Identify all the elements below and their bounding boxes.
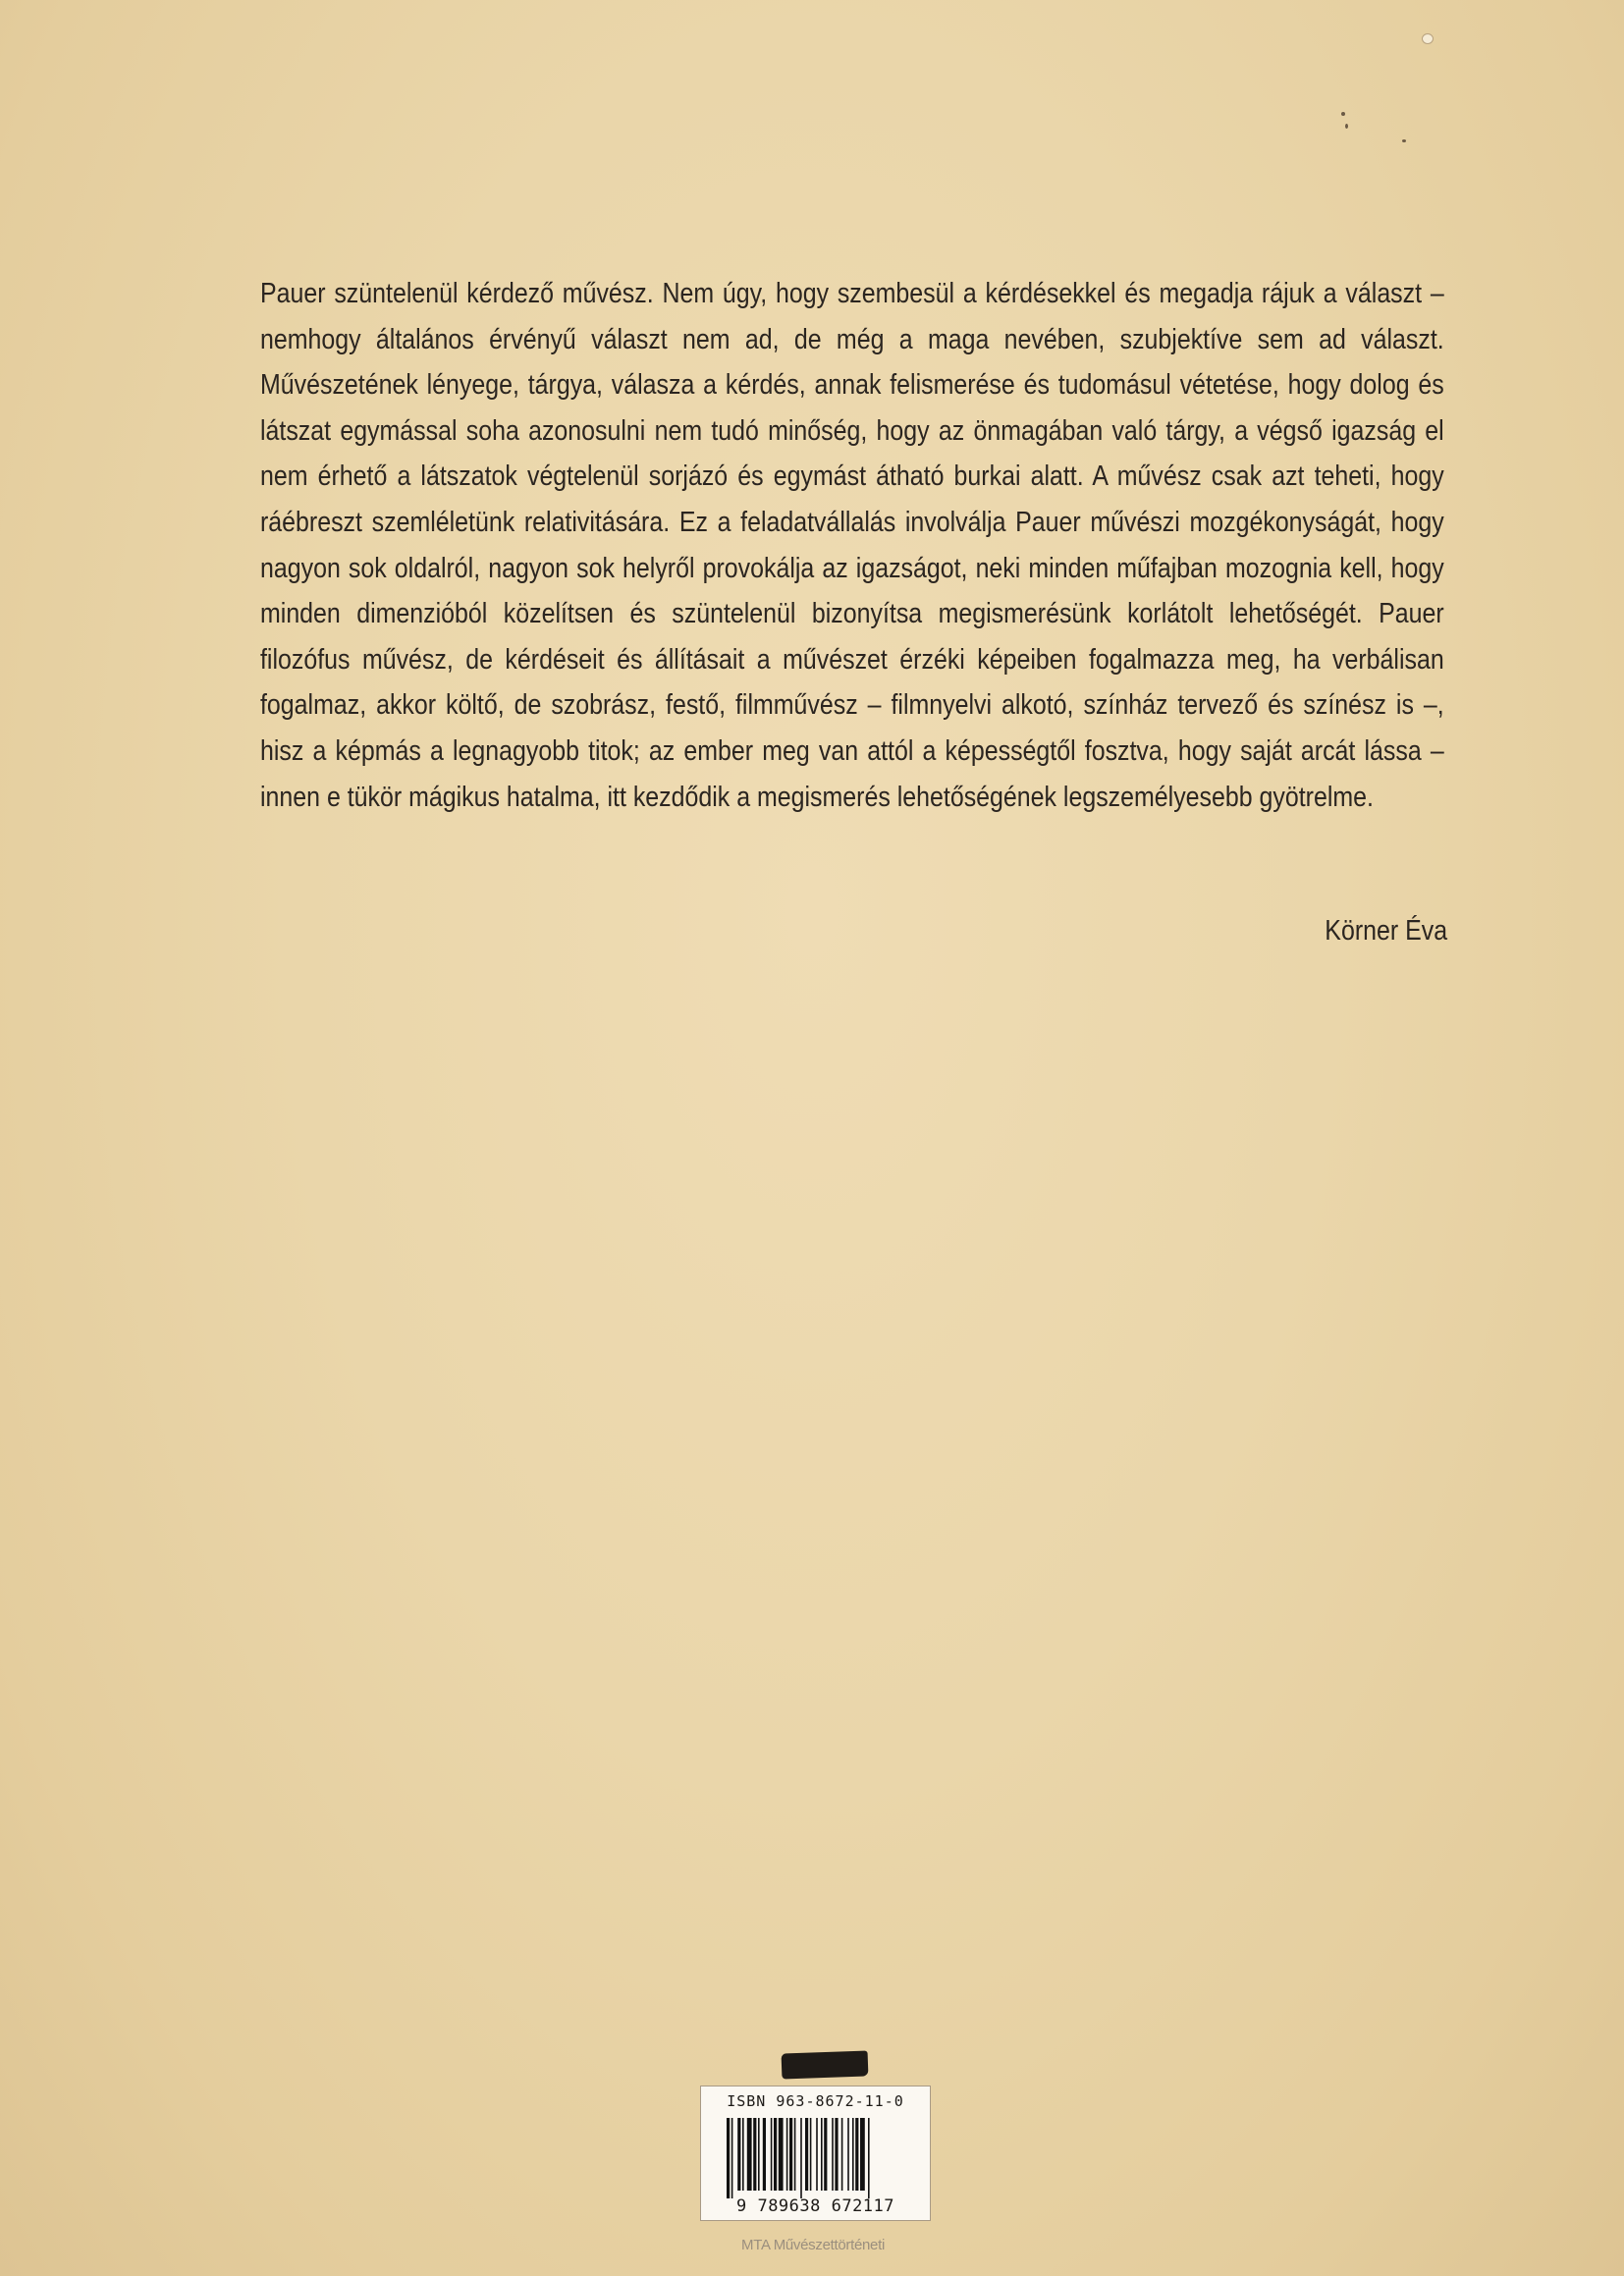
barcode-bar xyxy=(737,2118,740,2191)
barcode-bar xyxy=(855,2118,858,2191)
barcode-bar xyxy=(731,2118,733,2198)
barcode-bar xyxy=(841,2118,843,2191)
barcode-bar xyxy=(727,2118,730,2198)
barcode-bar xyxy=(800,2118,802,2198)
blurb-text xyxy=(260,271,1444,820)
barcode-bar xyxy=(763,2118,766,2191)
barcode-bar xyxy=(860,2118,865,2191)
barcode-bar xyxy=(786,2118,788,2191)
isbn-label: ISBN 963-8672-11-0 xyxy=(727,2092,904,2110)
barcode-bar xyxy=(805,2118,808,2191)
barcode-digits: 9 789638 672117 xyxy=(735,2196,895,2216)
paper-speck xyxy=(1422,33,1434,44)
paper-speck xyxy=(1345,124,1348,129)
blurb-paragraph: Pauer szüntelenül kérdező művész. Nem úgy, hogy szembesül a kérdésekkel és megadja rájuk a választ – nemhogy általános érvényű választ nem ad, de még a maga nevében, szubjektíve sem ad választ. Művészetének lényege, tárgya, válasza a kérdés, annak felismerése és tudomásul vétetése, hogy dolog és látszat egymással soha azonosulni nem tudó minőség, hogy az önmagában való tárgy, a végső igazság el nem érhető a látszatok végtelenül sorjázó és egymást átható burkai alatt. A művész csak azt teheti, hogy ráébreszt szemléletünk relativitására. Ez a feladatvállalás involválja Pauer művészi mozgékonyságát, hogy nagyon sok oldalról, nagyon sok helyről provokálja az igazságot, neki minden műfajban mozognia kell, hogy minden dimenzióból közelítsen és szüntelenül bizonyítsa megismerésünk korlátolt lehetőségét. Pauer filozófus művész, de kérdéseit és állításait a művészet érzéki képeiben fogalmazza meg, ha verbálisan fogalmaz, akkor költő, de szobrász, festő, filmművész – filmnyelvi alkotó, színház tervező és színész is –, hisz a képmás a legnagyobb titok; az ember meg van attól a képességtől fosztva, hogy saját arcát lássa – innen e tükör mágikus hatalma, itt kezdődik a megismerés lehetőségének legszemélyesebb gyötrelme. xyxy=(260,278,1444,813)
price-sticker xyxy=(782,2050,869,2079)
barcode-bar xyxy=(758,2118,760,2191)
barcode-bar xyxy=(779,2118,784,2191)
paper-speck xyxy=(1341,112,1345,116)
barcode-bar xyxy=(771,2118,773,2191)
barcode-bar xyxy=(816,2118,818,2191)
barcode-bar xyxy=(789,2118,792,2191)
barcode-bar xyxy=(847,2118,849,2191)
barcode-bar xyxy=(868,2118,870,2198)
barcode-bar xyxy=(810,2118,812,2191)
barcode-bar xyxy=(747,2118,752,2191)
author-signature: Körner Éva xyxy=(1325,915,1447,947)
barcode-bar xyxy=(852,2118,854,2191)
paper-speck xyxy=(1402,139,1406,142)
barcode-bar xyxy=(835,2118,838,2191)
barcode-bar xyxy=(774,2118,777,2191)
isbn-barcode xyxy=(700,2086,931,2221)
barcode-bar xyxy=(742,2118,744,2191)
barcode-bar xyxy=(753,2118,756,2191)
barcode-bar xyxy=(821,2118,823,2191)
publisher-imprint: MTA Művészettörténeti xyxy=(741,2237,885,2253)
barcode-bar xyxy=(832,2118,834,2191)
barcode-bar xyxy=(824,2118,827,2191)
barcode-bars xyxy=(725,2118,911,2198)
barcode-bar xyxy=(794,2118,796,2191)
